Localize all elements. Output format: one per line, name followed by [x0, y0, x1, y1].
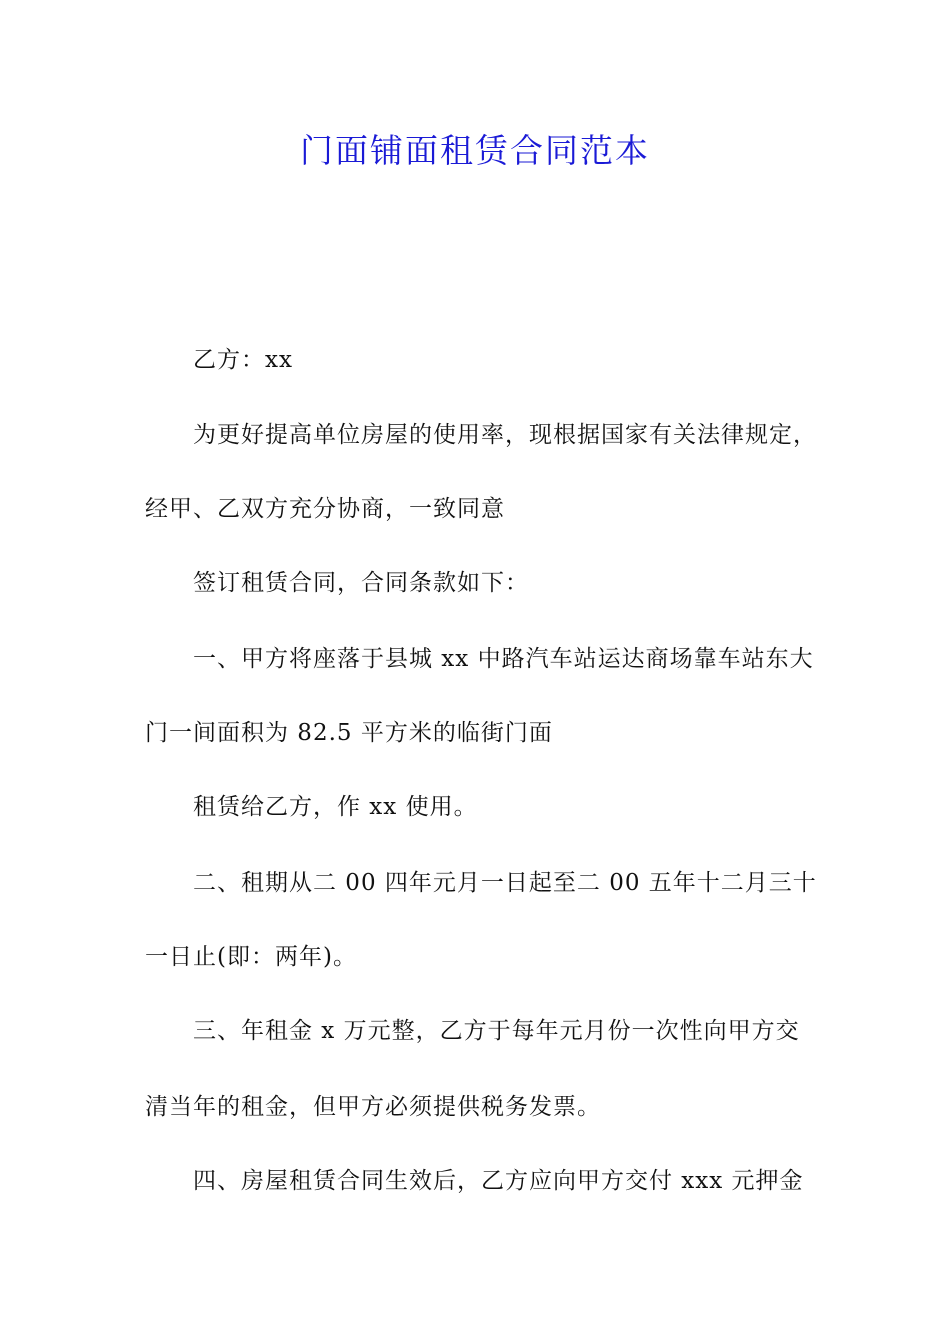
- clause-1-line: 门一间面积为 82.5 平方米的临街门面: [145, 720, 553, 746]
- party-b-line: 乙方：xx: [193, 347, 293, 373]
- clause-2-line: 一日止(即：两年)。: [145, 944, 357, 970]
- paragraph-line: 为更好提高单位房屋的使用率，现根据国家有关法律规定，: [193, 422, 817, 448]
- paragraph-line: 经甲、乙双方充分协商，一致同意: [145, 496, 505, 522]
- clause-1-line: 一、甲方将座落于县城 xx 中路汽车站运达商场靠车站东大: [193, 646, 814, 672]
- clause-2-line: 二、租期从二 00 四年元月一日起至二 00 五年十二月三十: [193, 870, 817, 896]
- clause-3-line: 清当年的租金，但甲方必须提供税务发票。: [145, 1094, 601, 1120]
- clause-1-line: 租赁给乙方，作 xx 使用。: [193, 794, 478, 820]
- clause-3-line: 三、年租金 x 万元整，乙方于每年元月份一次性向甲方交: [193, 1018, 800, 1044]
- document-title: 门面铺面租赁合同范本: [300, 131, 650, 170]
- paragraph-line: 签订租赁合同，合同条款如下：: [193, 570, 529, 596]
- clause-4-line: 四、房屋租赁合同生效后，乙方应向甲方交付 xxx 元押金: [193, 1168, 804, 1194]
